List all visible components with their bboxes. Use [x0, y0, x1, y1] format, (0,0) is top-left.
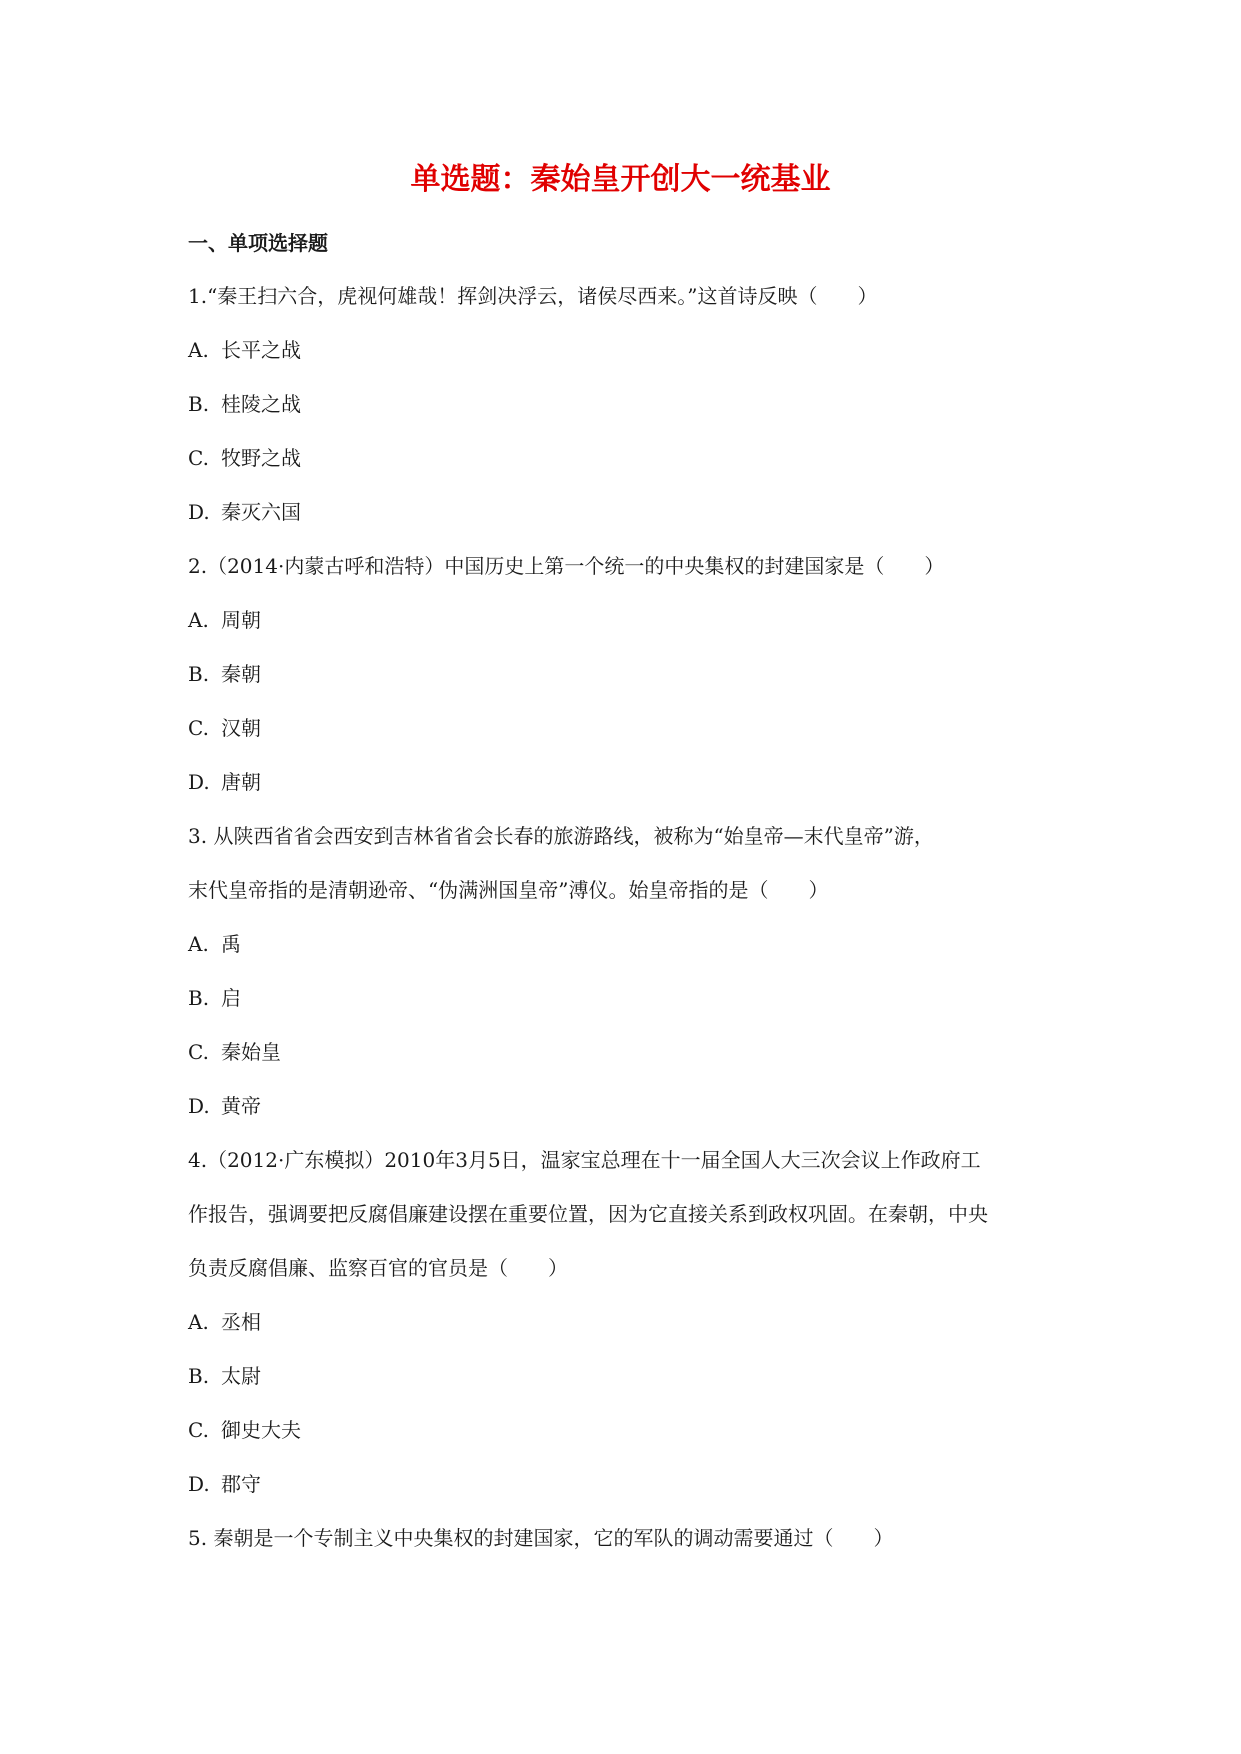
- question-3: [188, 822, 1068, 1120]
- option-a: [188, 606, 1068, 634]
- stem-line: 2.（2014·内蒙古呼和浩特）中国历史上第一个统一的中央集权的封建国家是（ ）: [188, 554, 945, 578]
- option-c: [188, 714, 1068, 742]
- option-text: 汉朝: [221, 716, 261, 740]
- option-text: 唐朝: [221, 770, 261, 794]
- option-text: 启: [221, 986, 241, 1010]
- option-text: 丞相: [221, 1310, 261, 1334]
- option-text: 郡守: [221, 1472, 261, 1496]
- option-text: 周朝: [221, 608, 261, 632]
- question-4: [188, 1146, 1068, 1498]
- option-text: 禹: [221, 932, 241, 956]
- option-a: [188, 1308, 1068, 1336]
- question-2: [188, 552, 1068, 796]
- option-text: 秦灭六国: [221, 500, 301, 524]
- section-heading: 一、单项选择题: [188, 231, 328, 255]
- option-letter: D.: [188, 500, 210, 524]
- option-d: [188, 1470, 1068, 1498]
- option-letter: A.: [188, 1310, 209, 1334]
- stem-line: 3. 从陕西省省会西安到吉林省省会长春的旅游路线，被称为“始皇帝—末代皇帝”游，: [188, 824, 934, 848]
- option-text: 长平之战: [221, 338, 301, 362]
- option-letter: C.: [188, 716, 209, 740]
- option-c: [188, 444, 1068, 472]
- stem-line: 4.（2012·广东模拟）2010年3月5日，温家宝总理在十一届全国人大三次会议上作政府工: [188, 1148, 981, 1172]
- option-letter: C.: [188, 446, 209, 470]
- option-letter: C.: [188, 1418, 209, 1442]
- question-stem: [188, 1524, 1068, 1552]
- option-letter: B.: [188, 662, 210, 686]
- stem-line: 1.“秦王扫六合，虎视何雄哉！挥剑决浮云，诸侯尽西来。”这首诗反映（ ）: [188, 284, 878, 308]
- page-title: 单选题：秦始皇开创大一统基业: [410, 162, 831, 197]
- question-stem: [188, 1146, 1068, 1282]
- stem-line: 末代皇帝指的是清朝逊帝、“伪满洲国皇帝”溥仪。始皇帝指的是（ ）: [188, 878, 829, 902]
- option-letter: A.: [188, 338, 209, 362]
- option-b: [188, 1362, 1068, 1390]
- option-letter: B.: [188, 986, 210, 1010]
- option-letter: B.: [188, 1364, 210, 1388]
- option-text: 太尉: [221, 1364, 261, 1388]
- option-text: 黄帝: [221, 1094, 261, 1118]
- option-b: [188, 984, 1068, 1012]
- question-stem: [188, 552, 1068, 580]
- option-text: 桂陵之战: [221, 392, 301, 416]
- option-letter: A.: [188, 608, 209, 632]
- stem-line: 作报告，强调要把反腐倡廉建设摆在重要位置，因为它直接关系到政权巩固。在秦朝，中央: [188, 1202, 988, 1226]
- option-letter: D.: [188, 1094, 210, 1118]
- stem-line: 负责反腐倡廉、监察百官的官员是（ ）: [188, 1256, 568, 1280]
- option-b: [188, 660, 1068, 688]
- option-b: [188, 390, 1068, 418]
- option-a: [188, 930, 1068, 958]
- option-a: [188, 336, 1068, 364]
- question-5: [188, 1524, 1068, 1552]
- option-c: [188, 1416, 1068, 1444]
- stem-line: 5. 秦朝是一个专制主义中央集权的封建国家，它的军队的调动需要通过（ ）: [188, 1526, 894, 1550]
- question-stem: [188, 282, 1068, 310]
- option-text: 秦始皇: [221, 1040, 281, 1064]
- question-list: [188, 282, 1068, 1578]
- option-d: [188, 498, 1068, 526]
- option-letter: D.: [188, 770, 210, 794]
- question-1: [188, 282, 1068, 526]
- option-text: 御史大夫: [221, 1418, 301, 1442]
- option-d: [188, 768, 1068, 796]
- option-letter: D.: [188, 1472, 210, 1496]
- option-d: [188, 1092, 1068, 1120]
- option-text: 秦朝: [221, 662, 261, 686]
- option-letter: A.: [188, 932, 209, 956]
- option-letter: B.: [188, 392, 210, 416]
- option-letter: C.: [188, 1040, 209, 1064]
- option-c: [188, 1038, 1068, 1066]
- option-text: 牧野之战: [221, 446, 301, 470]
- question-stem: [188, 822, 1068, 904]
